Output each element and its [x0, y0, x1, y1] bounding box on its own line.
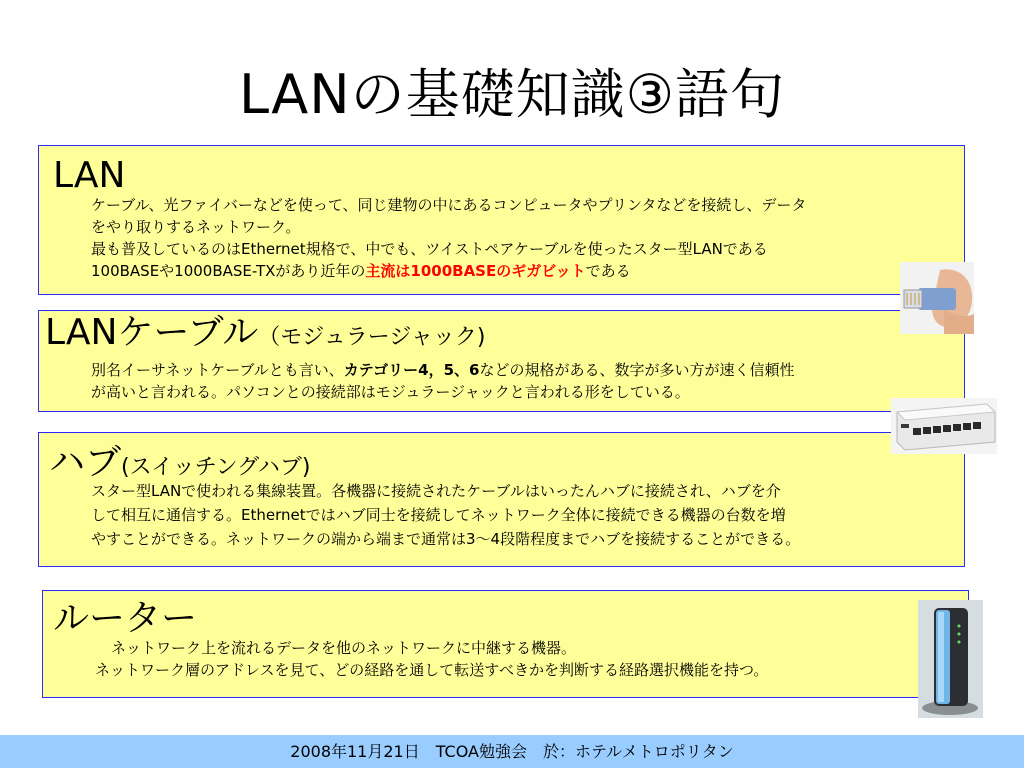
- hub-line-3: やすことができる。ネットワークの端から端まで通常は3～4段階程度までハブを接続することができる。: [91, 530, 801, 548]
- hub-description: [91, 479, 961, 551]
- lan-line-3: 最も普及しているのはEthernet規格で、中でも、ツイストペアケーブルを使ったスター型LANである: [91, 240, 768, 258]
- category-highlight: カテゴリー4，5、6: [343, 361, 480, 379]
- router-line-2: ネットワーク層のアドレスを見て、どの経路を通して転送すべきかを判断する経路選択機能を持つ。: [95, 661, 769, 679]
- slide-title: LANの基礎知識③語句: [238, 63, 786, 126]
- lan-cable-description: [91, 359, 961, 403]
- router-heading: ルーター: [53, 598, 198, 639]
- lan-description: [91, 194, 961, 282]
- gigabit-highlight: 主流は1000BASEのギガビット: [365, 262, 586, 280]
- hub-heading: ハブ(スイッチングハブ): [49, 442, 311, 483]
- lan-cable-photo: [900, 262, 974, 334]
- router-line-1: ネットワーク上を流れるデータを他のネットワークに中継する機器。: [111, 639, 577, 657]
- lan-line-1: ケーブル、光ファイバーなどを使って、同じ建物の中にあるコンピュータやプリンタなどを接続し、データ: [91, 196, 807, 214]
- hub-box: [38, 432, 965, 567]
- lan-cable-heading-sub: （モジュラージャック): [258, 325, 486, 350]
- hub-line-2: して相互に通信する。Ethernetではハブ同士を接続してネットワーク全体に接続できる機器の台数を増: [91, 506, 786, 524]
- slide-footer: 2008年11月21日 TCOA勉強会 於：ホテルメトロポリタン: [0, 735, 1024, 768]
- lan-cable-box: [38, 310, 965, 412]
- router-description: [95, 637, 955, 681]
- hub-line-1: スター型LANで使われる集線装置。各機器に接続されたケーブルはいったんハブに接続され、ハブを介: [91, 482, 781, 500]
- lan-box: [38, 145, 965, 295]
- lan-line-2: をやり取りするネットワーク。: [91, 218, 301, 236]
- lan-cable-line-2: が高いと言われる。パソコンとの接続部はモジュラージャックと言われる形をしている。: [91, 383, 690, 401]
- lan-line-4: 100BASEや1000BASE-TXがあり近年の主流は1000BASEのギガビットである: [91, 262, 631, 280]
- lan-cable-heading: LANケーブル（モジュラージャック): [45, 312, 486, 353]
- hub-heading-sub: (スイッチングハブ): [121, 455, 311, 480]
- lan-heading: LAN: [53, 155, 126, 196]
- router-photo: [918, 600, 983, 718]
- lan-cable-line-1: 別名イーサネットケーブルとも言い、カテゴリー4，5、6などの規格がある、数字が多い方が速く信頼性: [91, 361, 795, 379]
- router-box: [42, 590, 969, 698]
- hub-photo: [891, 398, 997, 454]
